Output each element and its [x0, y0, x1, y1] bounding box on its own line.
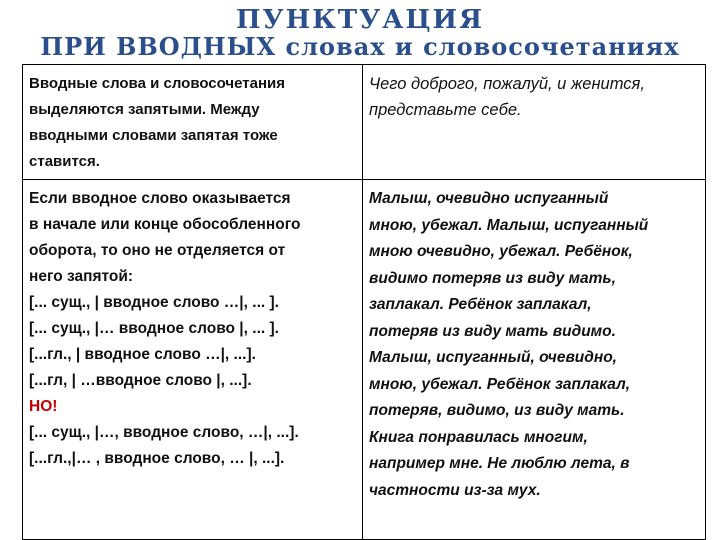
example-text-line: Чего доброго, пожалуй, и женится, — [369, 75, 645, 93]
rule-text-line: выделяются запятыми. Между — [29, 101, 260, 118]
rule-pattern-line: [... сущ., |…, вводное слово, …|, ...]. — [29, 424, 299, 441]
rule-pattern-line: [...гл., | вводное слово …|, ...]. — [29, 346, 256, 363]
table-row — [23, 180, 706, 540]
example-text-line: например мне. Не люблю лета, в — [369, 455, 630, 472]
page-title: ПУНКТУАЦИЯ — [235, 5, 485, 35]
rule-cell — [23, 65, 363, 180]
example-text-line: представьте себе. — [369, 101, 522, 119]
rule-text-line: Вводные слова и словосочетания — [29, 75, 286, 92]
exception-label: НО! — [29, 398, 58, 415]
example-text-line: Книга понравилась многим, — [369, 428, 588, 446]
punctuation-rules-table — [22, 64, 706, 540]
example-text-line: мною очевидно, убежал. Ребёнок, — [369, 243, 633, 260]
page-subtitle: ПРИ ВВОДНЫХ словах и словосочетаниях — [40, 32, 680, 61]
rule-text-line: ставится. — [29, 153, 100, 170]
rule-text-line: в начале или конце обособленного — [29, 216, 301, 233]
rule-pattern-line: [...гл.,|… , вводное слово, … |, ...]. — [29, 450, 285, 467]
rule-text-line: оборота, то оно не отделяется от — [29, 242, 286, 259]
example-text-line: видимо потеряв из виду мать, — [369, 269, 616, 287]
example-text-line: Малыш, очевидно испуганный — [369, 190, 609, 207]
rule-pattern-line: [...гл, | …вводное слово |, ...]. — [29, 372, 252, 389]
rule-text-line: Если вводное слово оказывается — [29, 190, 291, 207]
example-text-line: заплакал. Ребёнок заплакал, — [369, 296, 592, 313]
example-text-line: мною, убежал. Малыш, испуганный — [369, 216, 649, 234]
rule-text-line: вводными словами запятая тоже — [29, 127, 278, 144]
example-text-line: потеряв из виду мать видимо. — [369, 322, 616, 340]
example-text-line: потеряв, видимо, из виду мать. — [369, 402, 625, 419]
rule-pattern-line: [... сущ., | вводное слово …|, ... ]. — [29, 294, 279, 311]
example-cell — [363, 180, 706, 540]
rule-cell — [23, 180, 363, 540]
example-cell — [363, 65, 706, 180]
example-text-line: Малыш, испуганный, очевидно, — [369, 349, 617, 366]
table-row — [23, 65, 706, 180]
rule-pattern-line: [... сущ., |… вводное слово |, ... ]. — [29, 320, 279, 337]
example-text-line: мною, убежал. Ребёнок заплакал, — [369, 375, 631, 393]
rule-text-line: него запятой: — [29, 268, 134, 285]
example-text-line: частности из-за мух. — [369, 481, 541, 499]
